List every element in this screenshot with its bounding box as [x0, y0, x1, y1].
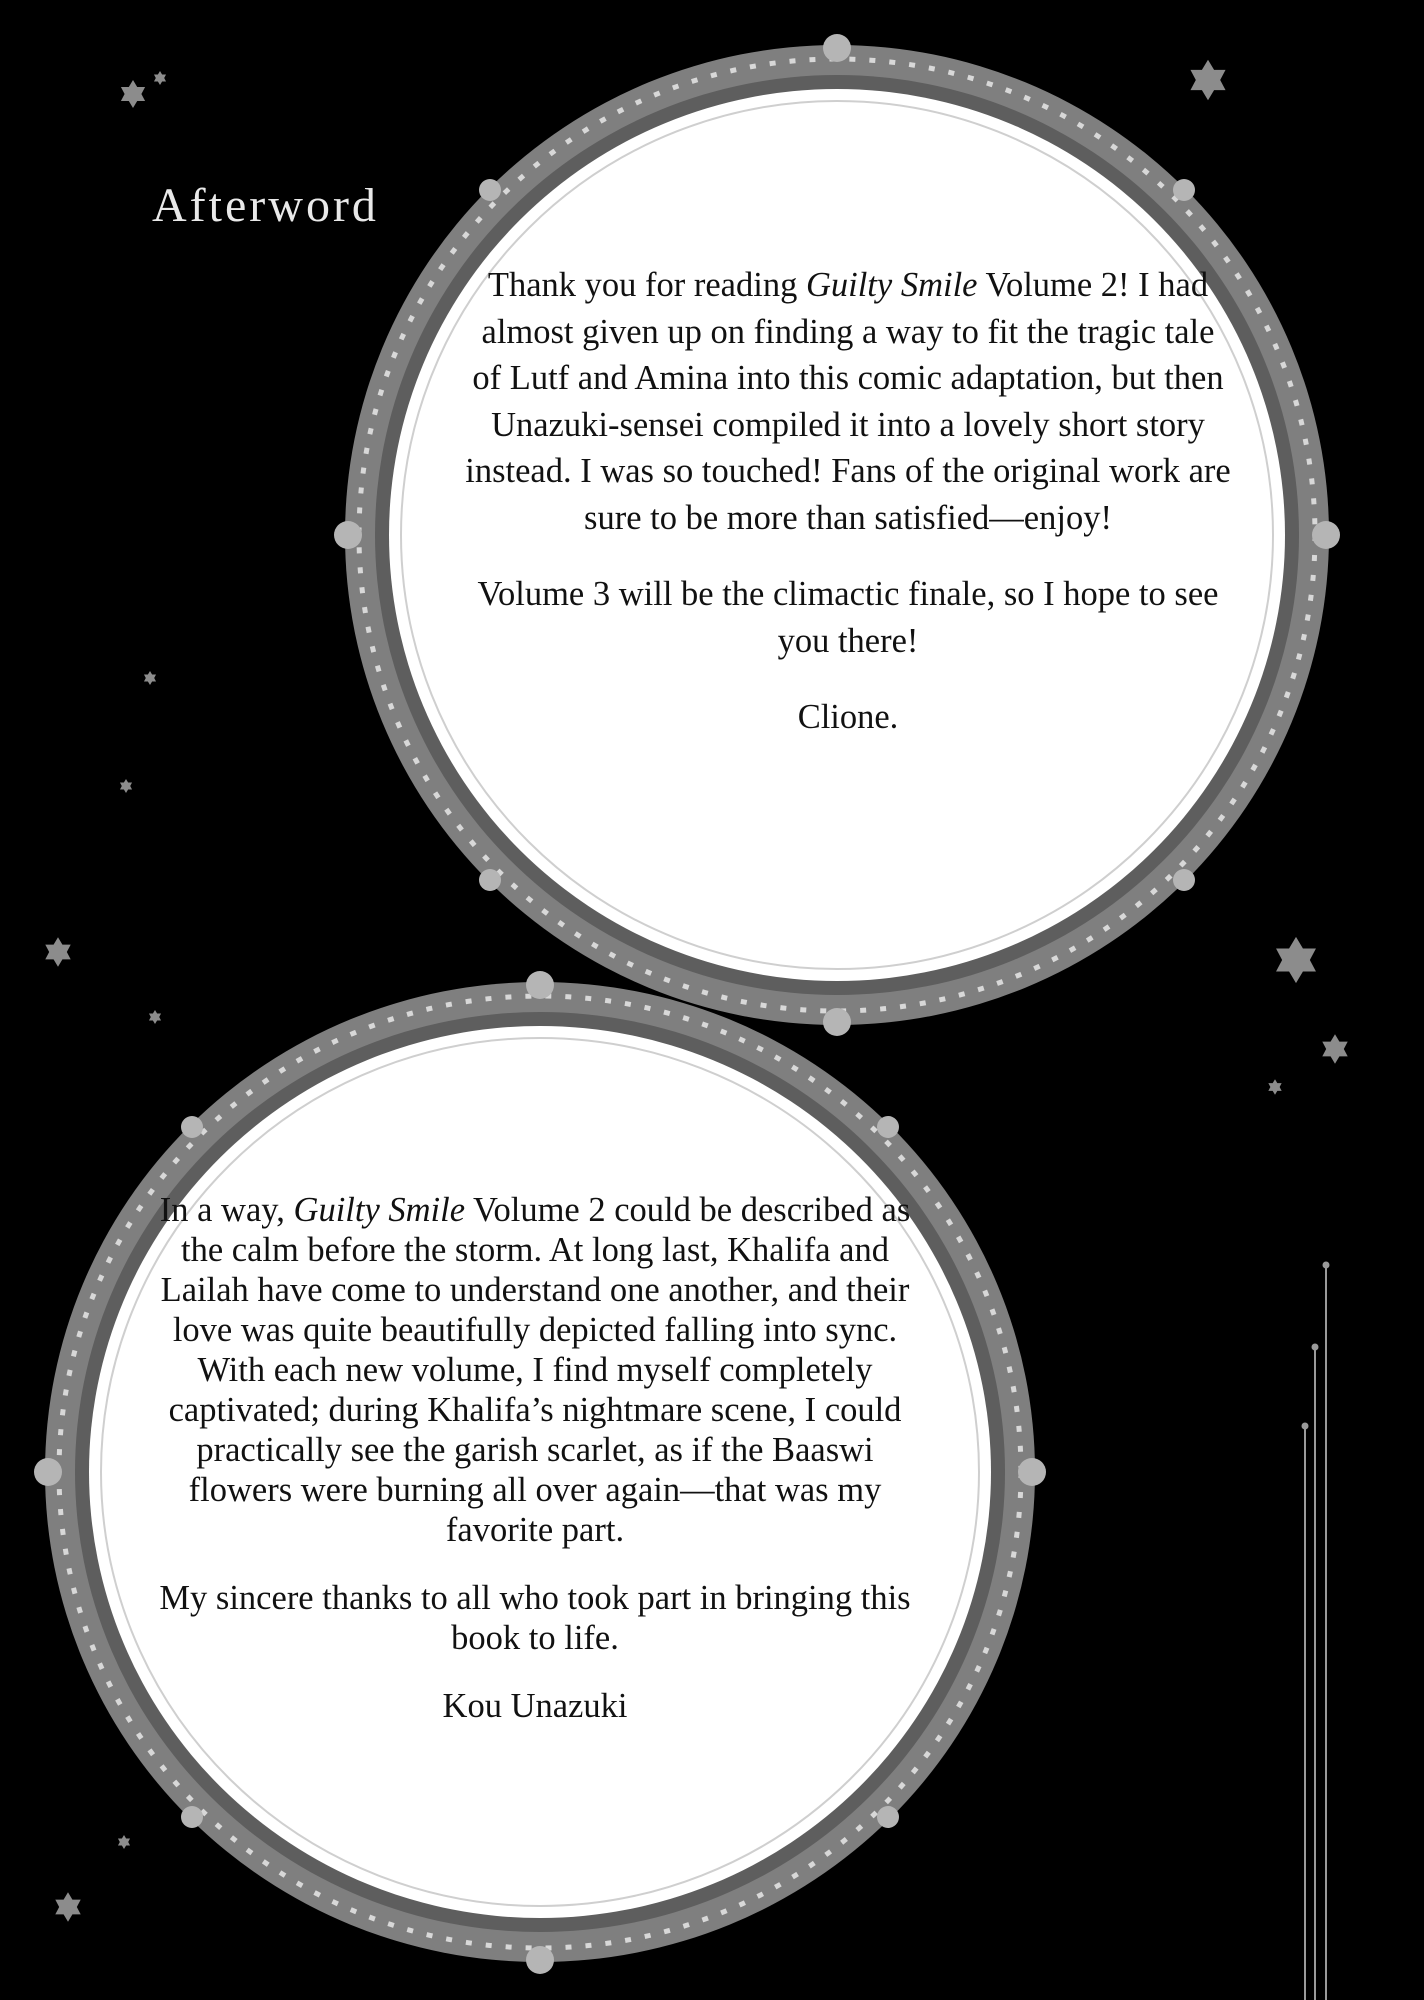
note-text: Thank you for reading — [487, 266, 806, 304]
note-text: Volume 2 could be described as the calm before the storm. At long last, Khalifa and Lailah have come to understand one another, and their love was quite beautifully depicted falling into sync. With each new volume, I find myself completely captivated; during Khalifa’s nightmare scene, I could practically see the garish scarlet, as if the Baaswi flowers were burning all over again—that was my favorite part. — [160, 1191, 911, 1549]
note-paragraph — [465, 262, 1231, 541]
star-icon — [149, 1010, 161, 1024]
note-paragraph: My sincere thanks to all who took part in bringing this book to life. — [159, 1579, 911, 1657]
star-icon — [1276, 937, 1316, 983]
star-icon — [1322, 1034, 1347, 1063]
hanging-lines — [1305, 1265, 1326, 2000]
star-icon — [55, 1892, 80, 1921]
afterword-note-unazuki — [150, 1190, 920, 1726]
author-signature: Kou Unazuki — [442, 1687, 628, 1725]
book-title-italic: Guilty Smile — [805, 266, 978, 304]
afterword-note-clione — [465, 262, 1231, 741]
note-text: Volume 2! I had almost given up on finding a way to fit the tragic tale of Lutf and Amina into this comic adaptation, but then Unazuki-sensei compiled it into a lovely short story instead. I was so touched! Fans of the original work are sure to be more than satisfied—enjoy! — [465, 266, 1231, 537]
star-icon — [144, 671, 156, 685]
star-icon — [154, 71, 166, 85]
star-icon — [121, 80, 145, 108]
star-icon — [120, 779, 132, 793]
star-icon — [1268, 1079, 1281, 1094]
note-text: In a way, — [159, 1191, 294, 1229]
page-title: Afterword — [152, 179, 379, 232]
star-icon — [45, 937, 70, 966]
note-paragraph: Volume 3 will be the climactic finale, so I hope to see you there! — [477, 575, 1219, 660]
book-title-italic: Guilty Smile — [293, 1191, 466, 1229]
star-icon — [1190, 60, 1225, 101]
note-paragraph — [150, 1190, 920, 1550]
author-signature: Clione. — [797, 698, 899, 736]
star-icon — [118, 1835, 130, 1849]
